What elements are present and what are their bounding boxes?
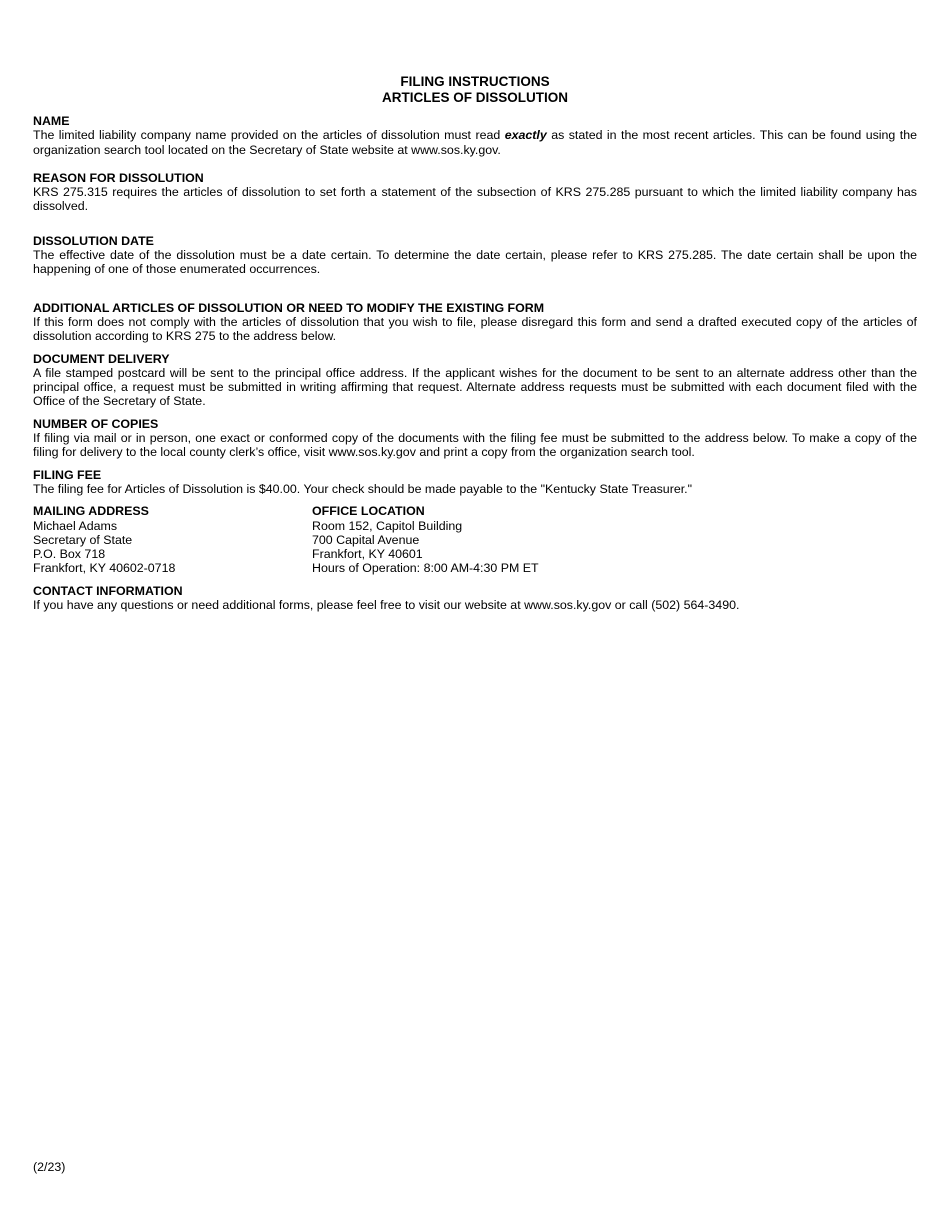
mailing-line: P.O. Box 718 [33,547,106,562]
dissolution-date-text: The effective date of the dissolution must be a date certain. To determine the date certain, please refer to KRS 275.285. The date certain shall be upon the happening of one of those enumerated occurrences. [33,248,917,277]
additional-heading: ADDITIONAL ARTICLES OF DISSOLUTION OR NEED TO MODIFY THE EXISTING FORM [33,300,545,315]
copies-text: If filing via mail or in person, one exact or conformed copy of the documents with the filing fee must be submitted to the address below. To make a copy of the filing for delivery to the local county clerk’s office, visit www.sos.ky.gov and print a copy from the organization search tool. [33,431,917,460]
additional-text: If this form does not comply with the articles of dissolution that you wish to file, please disregard this form and send a drafted executed copy of the articles of dissolution according to KRS 275 to the address below. [33,314,917,344]
mailing-line: Secretary of State [33,532,133,547]
mailing-heading: MAILING ADDRESS [33,504,149,519]
mailing-line: Michael Adams [33,518,118,533]
reason-heading: REASON FOR DISSOLUTION [33,170,204,185]
name-text-emphasis: exactly [504,128,547,143]
office-line: 700 Capital Avenue [312,532,420,547]
fee-heading: FILING FEE [33,467,102,482]
office-line: Hours of Operation: 8:00 AM-4:30 PM ET [312,561,539,576]
instructions-page [33,74,917,612]
revision-date: (2/23) [33,1160,66,1174]
reason-text: KRS 275.315 requires the articles of dissolution to set forth a statement of the subsection of KRS 275.285 pursuant to which the limited liability company has dissolved. [33,185,917,214]
delivery-text: A file stamped postcard will be sent to the principal office address. If the applicant wishes for the document to be sent to an alternate address other than the principal office, a request must be submitted in writing affirming that request. Alternate address requests must be submitted with each document filed with the Office of the Secretary of State. [33,365,917,409]
contact-heading: CONTACT INFORMATION [33,583,183,598]
title-line-2: ARTICLES OF DISSOLUTION [381,90,568,105]
delivery-heading: DOCUMENT DELIVERY [33,351,170,366]
contact-text: If you have any questions or need additional forms, please feel free to visit our website at www.sos.ky.gov or call (502) 564-3490. [33,598,740,613]
office-line: Room 152, Capitol Building [312,518,463,533]
office-heading: OFFICE LOCATION [312,504,425,519]
contact-section [33,584,917,613]
address-block [33,504,917,575]
name-text [33,128,917,157]
office-line: Frankfort, KY 40601 [312,547,423,562]
dissolution-date-heading: DISSOLUTION DATE [33,233,154,248]
additional-section [33,301,917,344]
dissolution-date-section [33,234,917,277]
page-title [33,74,917,106]
office-location [312,504,539,575]
title-line-1: FILING INSTRUCTIONS [400,74,550,89]
delivery-section [33,352,917,409]
name-text-before: The limited liability company name provided on the articles of dissolution must read [33,128,501,143]
mailing-address [33,504,312,575]
name-text-after: as stated in the most recent articles. This can be found using the organization search tool located on the Secretary of State website at www.sos.ky.gov. [33,128,917,157]
copies-heading: NUMBER OF COPIES [33,416,159,431]
reason-section [33,171,917,214]
mailing-line: Frankfort, KY 40602-0718 [33,561,176,576]
copies-section [33,417,917,460]
fee-section [33,468,917,497]
fee-text: The filing fee for Articles of Dissolution is $40.00. Your check should be made payable to the "Kentucky State Treasurer." [33,481,692,496]
name-heading: NAME [33,114,70,128]
name-section [33,114,917,157]
